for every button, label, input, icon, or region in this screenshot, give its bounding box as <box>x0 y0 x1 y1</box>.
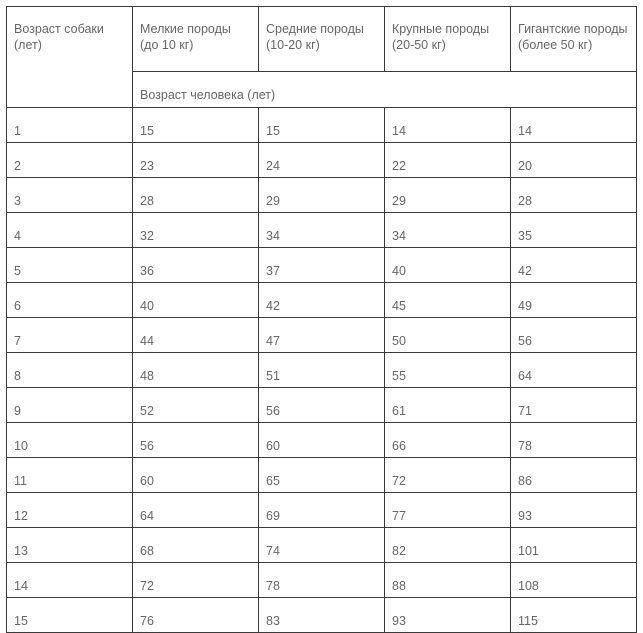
table-row <box>7 563 637 598</box>
cell-dog-age: 7 <box>7 318 133 353</box>
cell-medium-breeds: 15 <box>259 108 385 143</box>
cell-medium-breeds: 56 <box>259 388 385 423</box>
cell-large-breeds: 14 <box>385 108 511 143</box>
cell-large-breeds: 22 <box>385 143 511 178</box>
cell-dog-age: 3 <box>7 178 133 213</box>
cell-small-breeds: 60 <box>133 458 259 493</box>
table-row <box>7 178 637 213</box>
cell-large-breeds: 72 <box>385 458 511 493</box>
cell-large-breeds: 77 <box>385 493 511 528</box>
table-row <box>7 143 637 178</box>
cell-giant-breeds: 71 <box>511 388 637 423</box>
header-large-breeds-line-1: Крупные породы <box>392 22 490 36</box>
cell-large-breeds: 55 <box>385 353 511 388</box>
cell-small-breeds: 32 <box>133 213 259 248</box>
table-row <box>7 213 637 248</box>
table-row <box>7 318 637 353</box>
cell-dog-age: 2 <box>7 143 133 178</box>
cell-dog-age: 15 <box>7 598 133 633</box>
cell-medium-breeds: 60 <box>259 423 385 458</box>
cell-medium-breeds: 74 <box>259 528 385 563</box>
cell-large-breeds: 29 <box>385 178 511 213</box>
header-dog-age-line-1: Возраст собаки <box>14 22 104 36</box>
cell-large-breeds: 93 <box>385 598 511 633</box>
cell-large-breeds: 45 <box>385 283 511 318</box>
cell-medium-breeds: 78 <box>259 563 385 598</box>
header-giant-breeds <box>511 7 637 72</box>
cell-dog-age: 8 <box>7 353 133 388</box>
cell-dog-age: 4 <box>7 213 133 248</box>
dog-age-table <box>6 6 637 633</box>
cell-giant-breeds: 42 <box>511 248 637 283</box>
cell-large-breeds: 66 <box>385 423 511 458</box>
table-row <box>7 458 637 493</box>
header-giant-breeds-line-1: Гигантские породы <box>518 22 628 36</box>
table-row <box>7 388 637 423</box>
cell-giant-breeds: 49 <box>511 283 637 318</box>
header-row <box>7 7 637 72</box>
cell-small-breeds: 36 <box>133 248 259 283</box>
cell-small-breeds: 40 <box>133 283 259 318</box>
cell-dog-age: 6 <box>7 283 133 318</box>
cell-medium-breeds: 37 <box>259 248 385 283</box>
cell-small-breeds: 23 <box>133 143 259 178</box>
cell-medium-breeds: 65 <box>259 458 385 493</box>
cell-giant-breeds: 86 <box>511 458 637 493</box>
header-giant-breeds-line-2: (более 50 кг) <box>518 38 593 52</box>
cell-giant-breeds: 64 <box>511 353 637 388</box>
cell-dog-age: 1 <box>7 108 133 143</box>
cell-small-breeds: 15 <box>133 108 259 143</box>
cell-large-breeds: 40 <box>385 248 511 283</box>
cell-dog-age: 13 <box>7 528 133 563</box>
cell-medium-breeds: 51 <box>259 353 385 388</box>
cell-medium-breeds: 83 <box>259 598 385 633</box>
cell-giant-breeds: 78 <box>511 423 637 458</box>
cell-small-breeds: 64 <box>133 493 259 528</box>
cell-large-breeds: 34 <box>385 213 511 248</box>
table-row <box>7 283 637 318</box>
header-medium-breeds-line-2: (10-20 кг) <box>266 38 320 52</box>
cell-small-breeds: 72 <box>133 563 259 598</box>
header-medium-breeds <box>259 7 385 72</box>
cell-large-breeds: 88 <box>385 563 511 598</box>
table-row <box>7 598 637 633</box>
table-row <box>7 353 637 388</box>
cell-dog-age: 12 <box>7 493 133 528</box>
header-dog-age-line-2: (лет) <box>14 38 42 52</box>
header-small-breeds <box>133 7 259 72</box>
cell-medium-breeds: 69 <box>259 493 385 528</box>
header-human-age: Возраст человека (лет) <box>133 72 637 108</box>
cell-medium-breeds: 29 <box>259 178 385 213</box>
cell-small-breeds: 56 <box>133 423 259 458</box>
header-small-breeds-line-2: (до 10 кг) <box>140 38 194 52</box>
header-dog-age <box>7 7 133 108</box>
cell-large-breeds: 50 <box>385 318 511 353</box>
header-medium-breeds-line-1: Средние породы <box>266 22 364 36</box>
table-row <box>7 423 637 458</box>
cell-small-breeds: 28 <box>133 178 259 213</box>
cell-large-breeds: 82 <box>385 528 511 563</box>
cell-dog-age: 9 <box>7 388 133 423</box>
cell-medium-breeds: 24 <box>259 143 385 178</box>
cell-giant-breeds: 108 <box>511 563 637 598</box>
cell-giant-breeds: 28 <box>511 178 637 213</box>
dog-age-table-container <box>6 6 637 633</box>
table-row <box>7 528 637 563</box>
cell-small-breeds: 76 <box>133 598 259 633</box>
table-body <box>7 108 637 633</box>
table-row <box>7 248 637 283</box>
cell-giant-breeds: 93 <box>511 493 637 528</box>
cell-medium-breeds: 42 <box>259 283 385 318</box>
cell-small-breeds: 44 <box>133 318 259 353</box>
cell-medium-breeds: 47 <box>259 318 385 353</box>
cell-medium-breeds: 34 <box>259 213 385 248</box>
cell-giant-breeds: 14 <box>511 108 637 143</box>
cell-dog-age: 14 <box>7 563 133 598</box>
header-large-breeds <box>385 7 511 72</box>
cell-giant-breeds: 101 <box>511 528 637 563</box>
header-large-breeds-line-2: (20-50 кг) <box>392 38 446 52</box>
cell-small-breeds: 68 <box>133 528 259 563</box>
cell-small-breeds: 52 <box>133 388 259 423</box>
table-row <box>7 493 637 528</box>
cell-dog-age: 10 <box>7 423 133 458</box>
cell-giant-breeds: 56 <box>511 318 637 353</box>
cell-small-breeds: 48 <box>133 353 259 388</box>
header-small-breeds-line-1: Мелкие породы <box>140 22 231 36</box>
cell-large-breeds: 61 <box>385 388 511 423</box>
cell-giant-breeds: 35 <box>511 213 637 248</box>
cell-giant-breeds: 20 <box>511 143 637 178</box>
cell-dog-age: 5 <box>7 248 133 283</box>
cell-giant-breeds: 115 <box>511 598 637 633</box>
table-row <box>7 108 637 143</box>
cell-dog-age: 11 <box>7 458 133 493</box>
